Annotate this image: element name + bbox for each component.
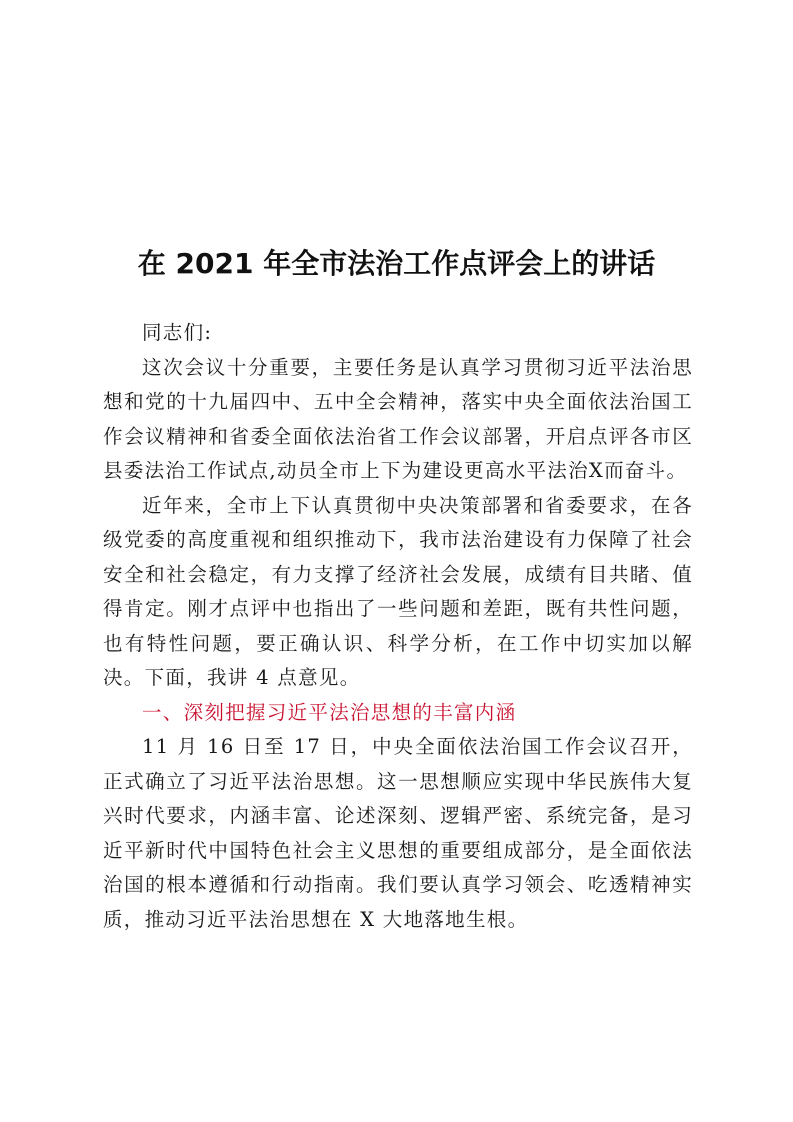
section-heading: 一、深刻把握习近平法治思想的丰富内涵 <box>142 700 517 724</box>
paragraph-intro: 这次会议十分重要，主要任务是认真学习贯彻习近平法治思想和党的十九届四中、五中全会精神，落实中央全面依法治国工作会议精神和省委全面依法治省工作会议部署，开启点评各市区县委法治工作试点,动员全市上下为建设更高水平法治X而奋斗。 <box>103 355 693 482</box>
document-body <box>103 316 693 937</box>
salutation: 同志们: <box>142 321 213 344</box>
paragraph-achievements: 近年来，全市上下认真贯彻中央决策部署和省委要求，在各级党委的高度重视和组织推动下，我市法治建设有力保障了社会安全和社会稳定，有力支撑了经济社会发展，成绩有目共睹、值得肯定。刚才点评中也指出了一些问题和差距，既有共性问题，也有特性问题，要正确认识、科学分析，在工作中切实加以解决。下面，我讲 4 点意见。 <box>103 493 693 689</box>
section-paragraph: 11 月 16 日至 17 日，中央全面依法治国工作会议召开，正式确立了习近平法治思想。这一思想顺应实现中华民族伟大复兴时代要求，内涵丰富、论述深刻、逻辑严密、系统完备，是习近平新时代中国特色社会主义思想的重要组成部分，是全面依法治国的根本遵循和行动指南。我们要认真学习领会、吃透精神实质，推动习近平法治思想在 X 大地落地生根。 <box>103 735 693 931</box>
document-title: 在 2021 年全市法治工作点评会上的讲话 <box>137 247 656 280</box>
